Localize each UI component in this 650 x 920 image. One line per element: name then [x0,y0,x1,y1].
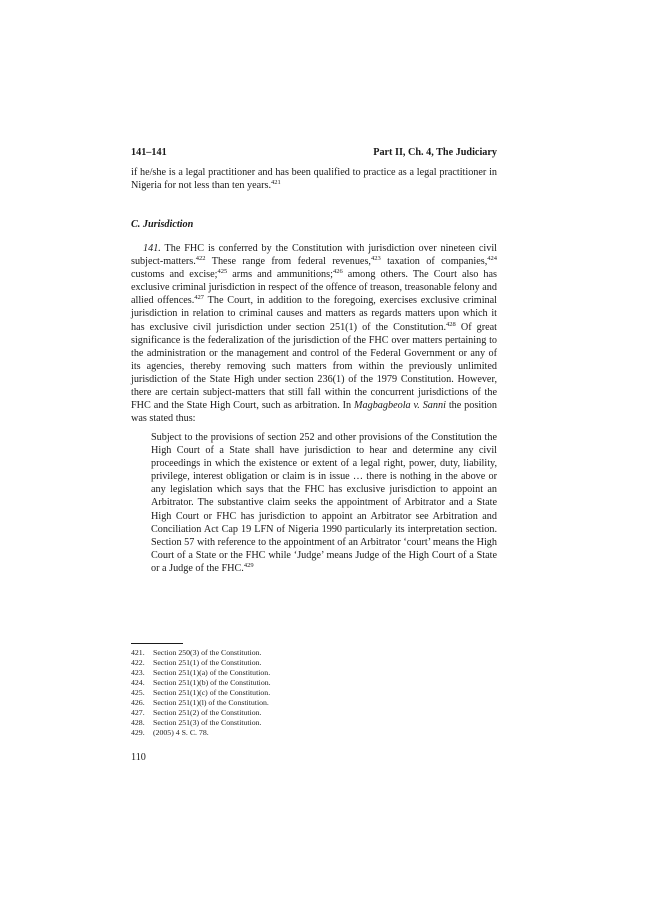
footnote-ref-428[interactable]: 428 [446,320,456,328]
footnote-text: Section 251(1)(c) of the Constitution. [153,688,271,697]
footnote-ref-422[interactable]: 422 [195,255,206,263]
footnote-text: Section 251(1) of the Constitution. [153,658,262,667]
page-number: 110 [131,752,146,763]
footnote-ref-427[interactable]: 427 [194,294,205,302]
paragraph-text-7: The Court, in addition to the foregoing, exercises exclusive criminal jurisdiction in relation to criminal causes and matters as regards matters upon which it has exclusive civil jurisdiction under section 251(1) of the Constitution. [131,295,497,333]
footnote [131,718,271,728]
paragraph-text-5: arms and ammunitions; [227,269,333,281]
footnote-number: 426. [131,698,145,707]
paragraph-number: 141. [143,243,161,254]
footnote [131,728,271,738]
footnote-ref-429[interactable]: 429 [243,561,254,569]
paragraph-text-3: taxation of companies, [380,256,488,268]
footnote-text: Section 251(3) of the Constitution. [153,718,262,727]
footnote-number: 428. [131,718,145,727]
footnote [131,688,271,698]
running-head [131,147,497,159]
footnote-number: 422. [131,658,145,667]
running-head-paragraph-range: 141–141 [131,147,167,158]
footnote [131,678,271,688]
footnote-text: Section 250(3) of the Constitution. [153,648,262,657]
footnote-text: Section 251(1)(a) of the Constitution. [153,668,271,677]
paragraph-text-1: The FHC is conferred by the Constitution with jurisdiction over nineteen civil subject-matters. [131,243,497,268]
paragraph-text-4: customs and excise; [131,269,218,281]
footnote-separator [131,643,183,644]
section-heading: C. Jurisdiction [131,219,194,230]
continuation-paragraph [131,166,497,192]
block-quote [151,431,497,575]
footnote-ref-425[interactable]: 425 [217,268,228,276]
footnote-text: (2005) 4 S. C. 78. [153,728,209,737]
footnote-ref-423[interactable]: 423 [370,255,381,263]
running-head-chapter-title: Part II, Ch. 4, The Judiciary [373,147,497,158]
footnote-ref-421[interactable]: 421 [271,179,281,187]
footnotes-list [131,648,271,738]
paragraph-text-9: the position was stated thus: [131,400,497,425]
footnote-number: 423. [131,668,145,677]
continuation-text: if he/she is a legal practitioner and has been qualified to practice as a legal practitioner in Nigeria for not less than ten years. [131,167,497,192]
footnote-text: Section 251(2) of the Constitution. [153,708,262,717]
paragraph-141 [131,242,497,425]
paragraph-text-8: Of great significance is the federalization of the jurisdiction of the FHC over matters pertaining to the administration or the management and control of the Federal Government or any of its agencies, thereby removing such matters from within the previously unlimited jurisdiction of the State High under section 236(1) of the 1979 Constitution. However, there are certain subject-matters that still fall within the concurrent jurisdictions of the FHC and the State High Court, such as arbitration. In [131,321,497,412]
footnote-ref-426[interactable]: 426 [332,268,343,276]
footnote [131,668,271,678]
footnote [131,708,271,718]
quote-text: Subject to the provisions of section 252 and other provisions of the Constitution the High Court of a State shall have jurisdiction to hear and determine any civil proceedings in which the existence or extent of a legal right, power, duty, liability, privilege, interest obligation or claim is in issue … there is nothing in the above or any legislation which says that the FHC has exclusive jurisdiction to appoint an Arbitrator. The substantive claim seeks the appointment of Arbitrator and a State High Court or FHC has jurisdiction to appoint an Arbitrator see Arbitration and Conciliation Act Cap 19 LFN of Nigeria 1990 particularly its interpretation section. Section 57 with reference to the appointment of an Arbitrator ‘court’ means the High Court of a State or the FHC while ‘Judge’ means Judge of the High Court of a State or a Judge of the FHC. [151,432,497,574]
footnote [131,648,271,658]
footnote-ref-424[interactable]: 424 [487,255,497,263]
footnote [131,658,271,668]
footnote-number: 425. [131,688,145,697]
footnote [131,698,271,708]
footnote-number: 427. [131,708,145,717]
paragraph-text-2: These range from federal revenues, [205,256,371,268]
case-name: Magbagbeola v. Sanni [354,400,446,412]
footnote-number: 429. [131,728,145,737]
footnote-text: Section 251(1)(l) of the Constitution. [153,698,269,707]
footnote-number: 424. [131,678,145,687]
footnote-text: Section 251(1)(b) of the Constitution. [153,678,271,687]
paragraph-text-6: among others. The Court also has exclusive criminal jurisdiction in respect of the offence of treason, treasonable felony and allied offences. [131,269,497,307]
footnote-number: 421. [131,648,145,657]
